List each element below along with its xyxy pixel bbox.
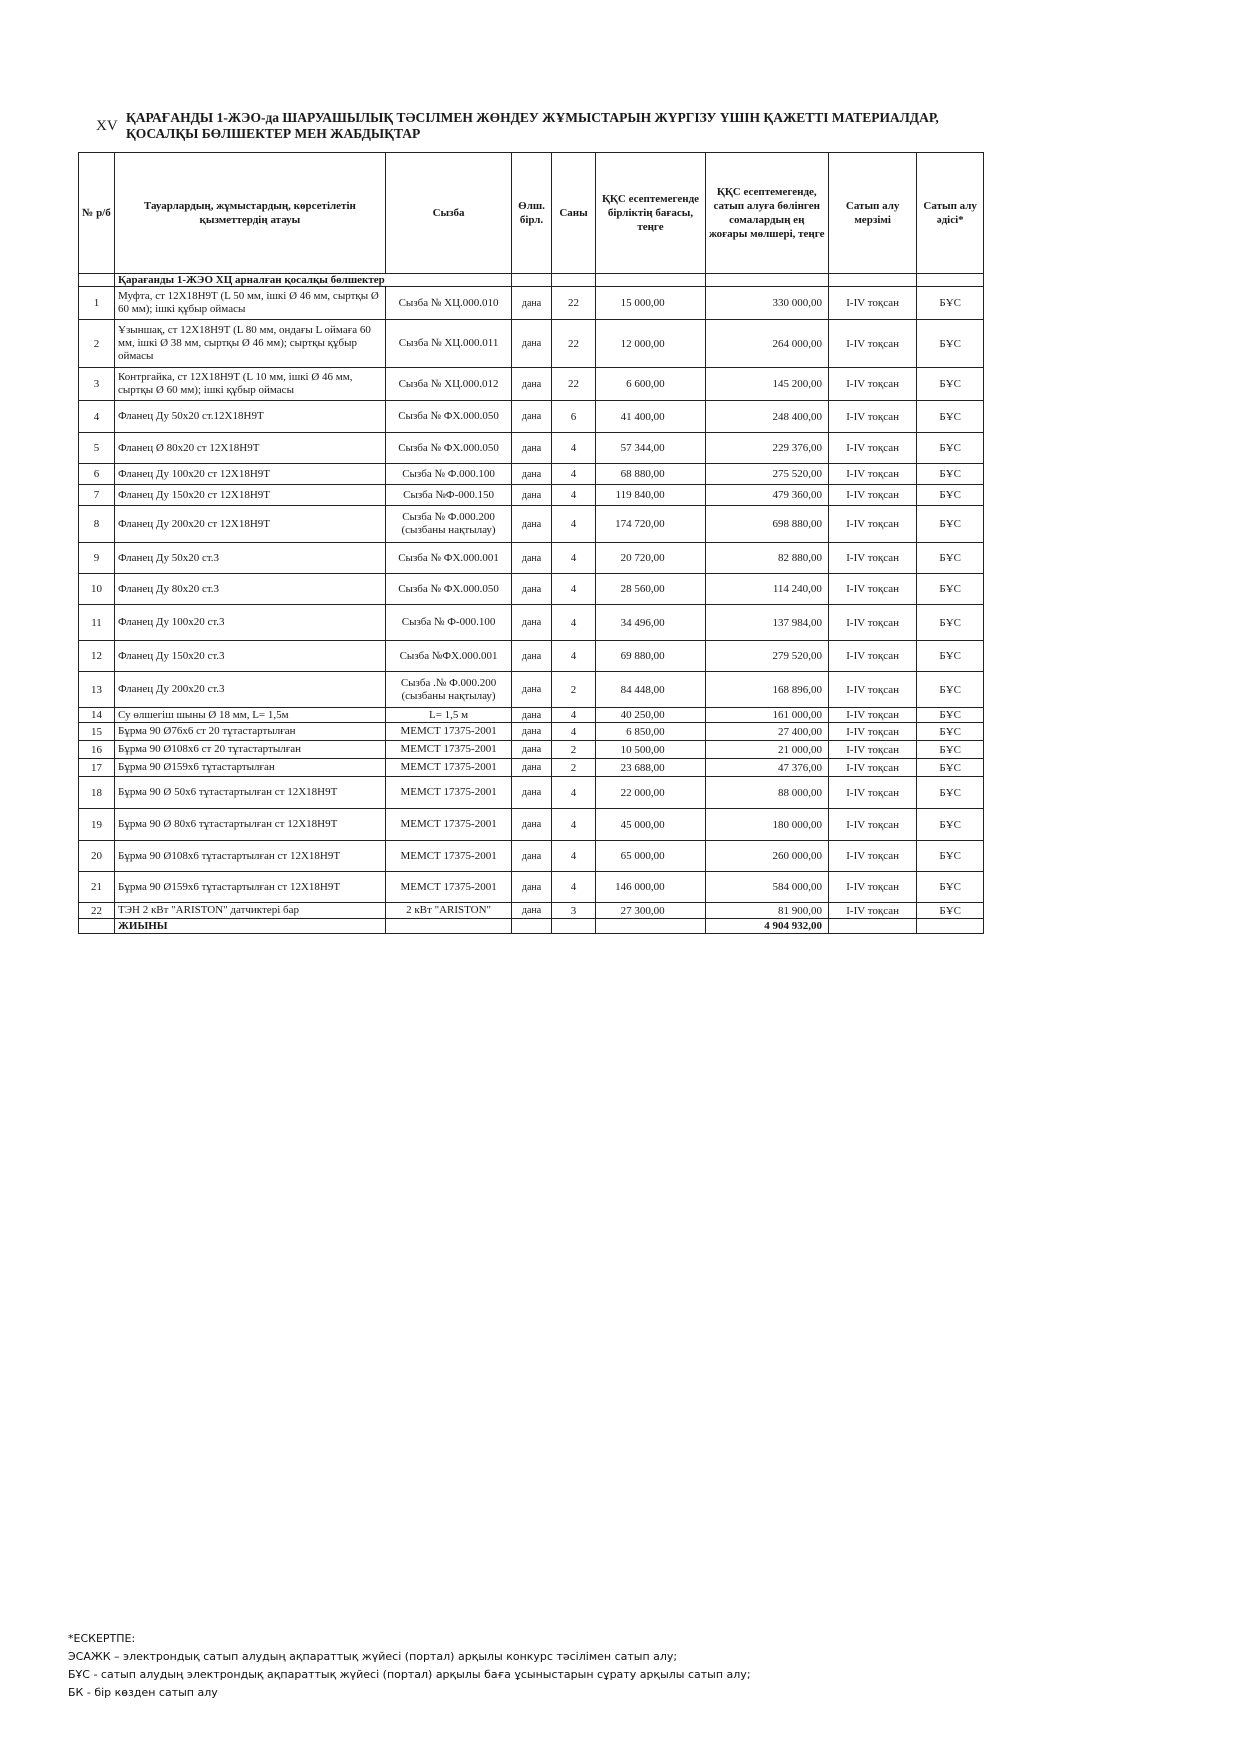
table-row (79, 485, 984, 506)
item-unit: дана (512, 723, 551, 741)
item-unit-price: 12 000,00 (596, 320, 705, 368)
item-method: БҰС (917, 809, 984, 841)
table-row (79, 574, 984, 605)
item-unit: дана (512, 708, 551, 723)
empty-cell (828, 919, 916, 934)
row-number: 10 (79, 574, 115, 605)
item-term: I-IV тоқсан (828, 708, 916, 723)
item-quantity: 4 (551, 872, 596, 903)
footnote-line: ЭСАЖК – электрондық сатып алудың ақпараттық жүйесі (портал) арқылы конкурс тәсілімен сатып алу; (68, 1650, 678, 1663)
row-number: 9 (79, 543, 115, 574)
item-quantity: 2 (551, 741, 596, 759)
table-row (79, 708, 984, 723)
item-name: Бұрма 90 Ø108х6 тұтастартылған ст 12Х18Н9Т (115, 841, 386, 872)
table-row (79, 401, 984, 433)
item-unit-price: 6 600,00 (596, 368, 705, 401)
table-row (79, 672, 984, 708)
item-name: Бұрма 90 Ø 50х6 тұтастартылған ст 12Х18Н9Т (115, 777, 386, 809)
item-quantity: 4 (551, 433, 596, 464)
item-unit: дана (512, 506, 551, 543)
header-method: Сатып алу әдісі* (917, 153, 984, 274)
item-unit-price: 6 850,00 (596, 723, 705, 741)
item-sum: 81 900,00 (705, 903, 828, 919)
item-quantity: 6 (551, 401, 596, 433)
item-quantity: 4 (551, 574, 596, 605)
item-method: БҰС (917, 872, 984, 903)
footnote (68, 1630, 751, 1702)
item-sum: 330 000,00 (705, 287, 828, 320)
total-row (79, 919, 984, 934)
item-sum: 114 240,00 (705, 574, 828, 605)
item-name: Фланец Ду 150х20 ст.3 (115, 641, 386, 672)
table-row (79, 506, 984, 543)
row-number: 21 (79, 872, 115, 903)
item-method: БҰС (917, 903, 984, 919)
item-drawing: Сызба № ХЦ.000.010 (385, 287, 512, 320)
row-number: 5 (79, 433, 115, 464)
item-drawing: МЕМСТ 17375-2001 (385, 741, 512, 759)
row-number: 7 (79, 485, 115, 506)
item-sum: 479 360,00 (705, 485, 828, 506)
item-unit-price: 174 720,00 (596, 506, 705, 543)
item-unit-price: 22 000,00 (596, 777, 705, 809)
table-row (79, 809, 984, 841)
item-drawing: Сызба № ФХ.000.001 (385, 543, 512, 574)
item-quantity: 4 (551, 485, 596, 506)
item-method: БҰС (917, 574, 984, 605)
item-unit: дана (512, 485, 551, 506)
item-name: Фланец Ду 100х20 ст 12Х18Н9Т (115, 464, 386, 485)
item-sum: 275 520,00 (705, 464, 828, 485)
item-drawing: МЕМСТ 17375-2001 (385, 872, 512, 903)
table-row (79, 641, 984, 672)
item-unit-price: 65 000,00 (596, 841, 705, 872)
item-term: I-IV тоқсан (828, 433, 916, 464)
section-title: Қарағанды 1-ЖЭО ХЦ арналған қосалқы бөлшектер (115, 274, 512, 287)
item-name: Фланец Ду 50х20 ст.12Х18Н9Т (115, 401, 386, 433)
item-name: Фланец Ду 80х20 ст.3 (115, 574, 386, 605)
empty-cell (596, 919, 705, 934)
item-quantity: 4 (551, 841, 596, 872)
item-name: ТЭН 2 кВт "ARISTON" датчиктері бар (115, 903, 386, 919)
table-row (79, 872, 984, 903)
item-method: БҰС (917, 320, 984, 368)
header-unit: Өлш. бірл. (512, 153, 551, 274)
item-drawing: 2 кВт "ARISTON" (385, 903, 512, 919)
materials-table (78, 152, 984, 934)
item-unit-price: 119 840,00 (596, 485, 705, 506)
item-method: БҰС (917, 368, 984, 401)
item-unit-price: 34 496,00 (596, 605, 705, 641)
item-name: Ұзыншақ, ст 12Х18Н9Т (L 80 мм, ондағы L оймаға 60 мм, ішкі Ø 38 мм, сыртқы Ø 46 мм); сыртқы құбыр оймасы (115, 320, 386, 368)
item-unit-price: 146 000,00 (596, 872, 705, 903)
item-method: БҰС (917, 759, 984, 777)
item-method: БҰС (917, 708, 984, 723)
table-row (79, 777, 984, 809)
empty-cell (551, 919, 596, 934)
item-name: Бұрма 90 Ø76х6 ст 20 тұтастартылған (115, 723, 386, 741)
item-name: Фланец Ду 200х20 ст 12Х18Н9Т (115, 506, 386, 543)
item-quantity: 4 (551, 641, 596, 672)
header-term: Сатып алу мерзімі (828, 153, 916, 274)
item-drawing: МЕМСТ 17375-2001 (385, 809, 512, 841)
item-name: Бұрма 90 Ø159х6 тұтастартылған ст 12Х18Н9Т (115, 872, 386, 903)
header-drawing: Сызба (385, 153, 512, 274)
item-unit: дана (512, 368, 551, 401)
item-quantity: 4 (551, 777, 596, 809)
header-name: Тауарлардың, жұмыстардың, көрсетілетін қызметтердің атауы (115, 153, 386, 274)
table-row (79, 464, 984, 485)
row-number: 13 (79, 672, 115, 708)
row-number: 1 (79, 287, 115, 320)
row-number: 6 (79, 464, 115, 485)
table-row (79, 320, 984, 368)
item-method: БҰС (917, 672, 984, 708)
item-method: БҰС (917, 485, 984, 506)
item-quantity: 4 (551, 809, 596, 841)
item-drawing: Сызба № ФХ.000.050 (385, 401, 512, 433)
item-quantity: 4 (551, 708, 596, 723)
item-drawing: Сызба № Ф-000.100 (385, 605, 512, 641)
item-unit: дана (512, 320, 551, 368)
item-unit: дана (512, 543, 551, 574)
item-method: БҰС (917, 741, 984, 759)
item-sum: 82 880,00 (705, 543, 828, 574)
table-row (79, 741, 984, 759)
row-number: 16 (79, 741, 115, 759)
item-name: Бұрма 90 Ø159х6 тұтастартылған (115, 759, 386, 777)
item-unit: дана (512, 809, 551, 841)
header-sum: ҚҚС есептемегенде, сатып алуға бөлінген сомалардың ең жоғары мөлшері, теңге (705, 153, 828, 274)
table-row (79, 723, 984, 741)
item-unit: дана (512, 641, 551, 672)
item-drawing: Сызба № ФХ.000.050 (385, 433, 512, 464)
item-drawing: МЕМСТ 17375-2001 (385, 841, 512, 872)
item-term: I-IV тоқсан (828, 543, 916, 574)
item-unit-price: 41 400,00 (596, 401, 705, 433)
item-term: I-IV тоқсан (828, 872, 916, 903)
item-quantity: 4 (551, 723, 596, 741)
item-term: I-IV тоқсан (828, 464, 916, 485)
item-method: БҰС (917, 543, 984, 574)
row-number: 4 (79, 401, 115, 433)
item-unit: дана (512, 841, 551, 872)
item-unit: дана (512, 672, 551, 708)
row-number: 12 (79, 641, 115, 672)
item-unit: дана (512, 287, 551, 320)
item-unit-price: 57 344,00 (596, 433, 705, 464)
item-drawing: Сызба .№ Ф.000.200 (сызбаны нақтылау) (385, 672, 512, 708)
row-number: 3 (79, 368, 115, 401)
item-term: I-IV тоқсан (828, 723, 916, 741)
row-number: 19 (79, 809, 115, 841)
total-sum: 4 904 932,00 (705, 919, 828, 934)
item-sum: 584 000,00 (705, 872, 828, 903)
item-term: I-IV тоқсан (828, 903, 916, 919)
item-sum: 279 520,00 (705, 641, 828, 672)
item-quantity: 2 (551, 759, 596, 777)
item-unit-price: 15 000,00 (596, 287, 705, 320)
item-method: БҰС (917, 641, 984, 672)
item-method: БҰС (917, 287, 984, 320)
table-row (79, 759, 984, 777)
empty-cell (79, 919, 115, 934)
footnote-title: *ЕСКЕРТПЕ: (68, 1632, 136, 1645)
item-term: I-IV тоқсан (828, 485, 916, 506)
row-number: 14 (79, 708, 115, 723)
item-sum: 698 880,00 (705, 506, 828, 543)
item-unit: дана (512, 759, 551, 777)
item-name: Фланец Ду 100х20 ст.3 (115, 605, 386, 641)
item-drawing: МЕМСТ 17375-2001 (385, 723, 512, 741)
item-term: I-IV тоқсан (828, 368, 916, 401)
item-drawing: МЕМСТ 17375-2001 (385, 759, 512, 777)
row-number: 11 (79, 605, 115, 641)
header-price: ҚҚС есептемегенде бірліктің бағасы, теңге (596, 153, 705, 274)
item-sum: 145 200,00 (705, 368, 828, 401)
item-method: БҰС (917, 777, 984, 809)
item-unit: дана (512, 464, 551, 485)
item-drawing: Сызба № ФХ.000.050 (385, 574, 512, 605)
item-term: I-IV тоқсан (828, 777, 916, 809)
item-term: I-IV тоқсан (828, 506, 916, 543)
row-number: 8 (79, 506, 115, 543)
item-method: БҰС (917, 605, 984, 641)
item-drawing: Сызба № ХЦ.000.011 (385, 320, 512, 368)
item-unit-price: 45 000,00 (596, 809, 705, 841)
item-term: I-IV тоқсан (828, 641, 916, 672)
table-row (79, 368, 984, 401)
item-drawing: L= 1,5 м (385, 708, 512, 723)
item-sum: 260 000,00 (705, 841, 828, 872)
total-label: ЖИЫНЫ (115, 919, 386, 934)
row-number: 22 (79, 903, 115, 919)
item-term: I-IV тоқсан (828, 574, 916, 605)
item-unit-price: 40 250,00 (596, 708, 705, 723)
item-method: БҰС (917, 841, 984, 872)
table-row (79, 841, 984, 872)
footnote-line: БК - бір көзден сатып алу (68, 1686, 218, 1699)
item-name: Фланец Ду 200х20 ст.3 (115, 672, 386, 708)
item-unit-price: 10 500,00 (596, 741, 705, 759)
footnote-line: БҰС - сатып алудың электрондық ақпараттық жүйесі (портал) арқылы баға ұсыныстарын сұрату арқылы сатып алу; (68, 1668, 751, 1681)
document-title: ҚАРАҒАНДЫ 1-ЖЭО-да ШАРУАШЫЛЫҚ ТӘСІЛМЕН ЖӨНДЕУ ЖҰМЫСТАРЫН ЖҮРГІЗУ ҮШІН ҚАЖЕТТІ МАТЕРИАЛДАР, ҚОСАЛҚЫ БӨЛШЕКТЕР МЕН ЖАБДЫҚТАР (126, 110, 939, 141)
empty-cell (385, 919, 512, 934)
item-unit-price: 23 688,00 (596, 759, 705, 777)
item-unit-price: 68 880,00 (596, 464, 705, 485)
item-drawing: Сызба №Ф-000.150 (385, 485, 512, 506)
item-term: I-IV тоқсан (828, 401, 916, 433)
item-name: Фланец Ду 50х20 ст.3 (115, 543, 386, 574)
item-name: Бұрма 90 Ø108х6 ст 20 тұтастартылған (115, 741, 386, 759)
table-row (79, 433, 984, 464)
item-drawing: Сызба №ФХ.000.001 (385, 641, 512, 672)
section-number: XV (96, 118, 118, 134)
item-term: I-IV тоқсан (828, 759, 916, 777)
item-sum: 180 000,00 (705, 809, 828, 841)
item-sum: 88 000,00 (705, 777, 828, 809)
item-sum: 27 400,00 (705, 723, 828, 741)
table-row (79, 903, 984, 919)
item-drawing: Сызба № ХЦ.000.012 (385, 368, 512, 401)
item-method: БҰС (917, 723, 984, 741)
item-quantity: 22 (551, 287, 596, 320)
item-unit-price: 69 880,00 (596, 641, 705, 672)
row-number: 18 (79, 777, 115, 809)
item-unit-price: 84 448,00 (596, 672, 705, 708)
item-drawing: Сызба № Ф.000.200 (сызбаны нақтылау) (385, 506, 512, 543)
table-row (79, 605, 984, 641)
item-quantity: 2 (551, 672, 596, 708)
item-name: Фланец Ду 150х20 ст 12Х18Н9Т (115, 485, 386, 506)
table-header-row (79, 153, 984, 274)
item-unit: дана (512, 605, 551, 641)
section-row (79, 274, 984, 287)
item-name: Фланец Ø 80х20 ст 12Х18Н9Т (115, 433, 386, 464)
item-method: БҰС (917, 401, 984, 433)
item-quantity: 4 (551, 605, 596, 641)
item-method: БҰС (917, 506, 984, 543)
item-quantity: 4 (551, 543, 596, 574)
row-number: 2 (79, 320, 115, 368)
item-unit-price: 20 720,00 (596, 543, 705, 574)
item-unit: дана (512, 401, 551, 433)
table-row (79, 543, 984, 574)
item-name: Контргайка, ст 12Х18Н9Т (L 10 мм, ішкі Ø 46 мм, сыртқы Ø 60 мм); ішкі құбыр оймасы (115, 368, 386, 401)
item-quantity: 22 (551, 368, 596, 401)
row-number: 20 (79, 841, 115, 872)
empty-cell (512, 919, 551, 934)
item-quantity: 4 (551, 464, 596, 485)
item-unit: дана (512, 741, 551, 759)
item-quantity: 4 (551, 506, 596, 543)
item-name: Су өлшегіш шыны Ø 18 мм, L= 1,5м (115, 708, 386, 723)
item-unit: дана (512, 574, 551, 605)
item-sum: 21 000,00 (705, 741, 828, 759)
item-unit: дана (512, 903, 551, 919)
item-method: БҰС (917, 464, 984, 485)
item-drawing: МЕМСТ 17375-2001 (385, 777, 512, 809)
empty-cell (917, 919, 984, 934)
item-unit: дана (512, 872, 551, 903)
item-term: I-IV тоқсан (828, 741, 916, 759)
header-num: № р/б (79, 153, 115, 274)
item-name: Бұрма 90 Ø 80х6 тұтастартылған ст 12Х18Н9Т (115, 809, 386, 841)
item-term: I-IV тоқсан (828, 287, 916, 320)
item-term: I-IV тоқсан (828, 605, 916, 641)
item-quantity: 22 (551, 320, 596, 368)
item-drawing: Сызба № Ф.000.100 (385, 464, 512, 485)
item-unit: дана (512, 777, 551, 809)
item-sum: 264 000,00 (705, 320, 828, 368)
item-unit-price: 27 300,00 (596, 903, 705, 919)
item-term: I-IV тоқсан (828, 841, 916, 872)
row-number: 17 (79, 759, 115, 777)
header-qty: Саны (551, 153, 596, 274)
item-quantity: 3 (551, 903, 596, 919)
table-row (79, 287, 984, 320)
item-sum: 248 400,00 (705, 401, 828, 433)
item-sum: 229 376,00 (705, 433, 828, 464)
item-method: БҰС (917, 433, 984, 464)
item-sum: 137 984,00 (705, 605, 828, 641)
row-number: 15 (79, 723, 115, 741)
item-term: I-IV тоқсан (828, 809, 916, 841)
item-term: I-IV тоқсан (828, 320, 916, 368)
item-sum: 168 896,00 (705, 672, 828, 708)
item-unit-price: 28 560,00 (596, 574, 705, 605)
item-unit: дана (512, 433, 551, 464)
item-name: Муфта, ст 12Х18Н9Т (L 50 мм, ішкі Ø 46 мм, сыртқы Ø 60 мм); ішкі құбыр оймасы (115, 287, 386, 320)
item-term: I-IV тоқсан (828, 672, 916, 708)
item-sum: 161 000,00 (705, 708, 828, 723)
item-sum: 47 376,00 (705, 759, 828, 777)
